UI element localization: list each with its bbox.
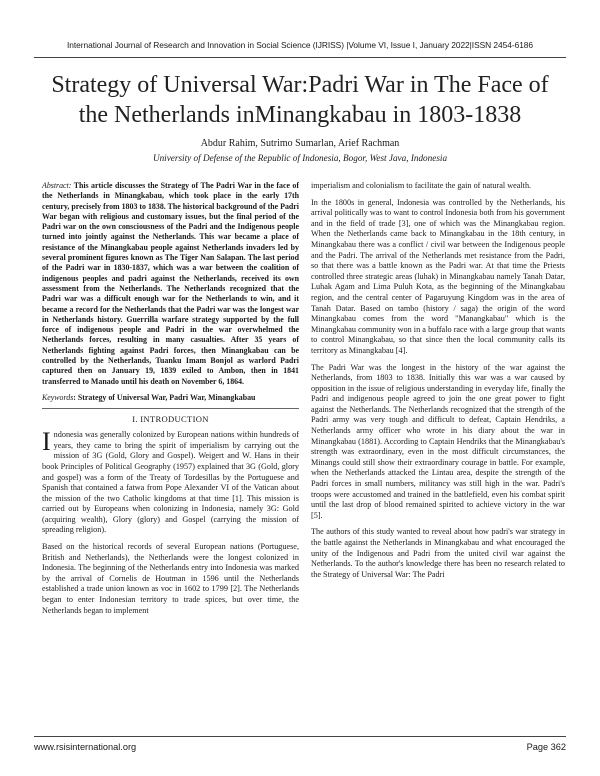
- intro-paragraph-2: Based on the historical records of several European nations (Portuguese, British and Netherlands), the Netherlands were the longest colonized in Indonesia. The beginning of the Netherlands entry into Indonesia was marked by the arrival of Cornelis de Houtman in 1596 until the Netherlands established a trade union known as voc in 1602 to 1799 [2]. The Netherlands began to enter Indonesian territory to trade spices, but over time, the Netherlands began to implement: [42, 542, 299, 615]
- abstract: [42, 181, 299, 387]
- section-heading-introduction: I. INTRODUCTION: [132, 413, 209, 424]
- intro-paragraph-1: [42, 427, 299, 536]
- footer-website: www.rsisinternational.org: [34, 742, 137, 752]
- right-column: [311, 181, 565, 586]
- journal-header: International Journal of Research and Innovation in Social Science (IJRISS) |Volume VI, Issue I, January 2022|ISSN 2454-6186: [66, 40, 534, 50]
- header-rule: [34, 57, 566, 58]
- body-paragraph-3: The Padri War was the longest in the history of the war against the Netherlands, from 1803 to 1838. Initially this war was a war caused by opposition in the issue of religious understanding in everyday life, finally the Padri and indigenous people agreed to join the one great power to fight against the Netherlands. The Netherlands recognized that the strength of the Padri army was very tough and difficult to defeat, Captain Hendriks, a Netherlands army officer who wrote in his diary about the war in Minangkabau (1881). According to Captain Hendriks that the Minangkabau's strength was extraordinary, even in the most difficult circumstances, the Minangs could still show their extraordinary courage in battle. For example, when the Netherlands attacked the Lintau area, despite the strength of the Padri forces in small numbers, militancy was still high in the war. Padri's troops were accustomed and trained in the battlefield, even his combat spirit until the last drop of blood remained spirited to achieve victory in the war [5].: [311, 362, 565, 520]
- abstract-label: Abstract:: [42, 181, 72, 190]
- body-paragraph-2: In the 1800s in general, Indonesia was controlled by the Netherlands, his arrival politically was to want to control Indonesia both from his government and in the field of trade [3], one of which was the Minangkabau region. When the Netherlands came back to Minangkabau in the 18th century, in Minangkabau there was a conflict / civil war between the Indigenous people and the Padri. The arrival of the Netherlands met resistance from the Padri, so that there was a battle known as the Padri war. At that time the Priests controlled three strategic areas (luhak) in Minangkabau namely Tanah Datar, Luhak Agam and Lima Puluh Kota, as the beginning of the Minangkabau region, and the central center of Pagaruyung Kingdom was in the area of Tanah Datar. Based on tambo (history / saga) the origin of the word Minangkabau comes from the word "Manangkabau" which is the Minangkabau community won in a buffalo race with a large group that wants to control Minangkabau, so that since then the local community calls its territory as Minangkabau [4].: [311, 197, 565, 355]
- keywords: [42, 393, 299, 409]
- paper-title: Strategy of Universal War:Padri War in The Face of the Netherlands inMinangkabau in 1803-1838: [51, 72, 549, 128]
- intro-paragraph-1-text: ndonesia was generally colonized by European nations within hundreds of years, they came to bring the spirit of imperialism by carrying out the mission of 3G (Gold, Glory and Gospel). Weigert and W. Hans in their book Principles of Political Geography (1957) explained that 3G (Gold, glory and gospel) was a form of the Treaty of Tordesillas by the Portuguese and Spanish that contained a fatwa from Pope Alexander VI of the Vatican about the mission of the two Catholic kingdoms at that time [1]. This mission is carried out by Europeans when colonizing in Indonesia, namely 3G: Gold (acquiring wealth), Glory (glory) and Gospel (carrying the mission of spreading religion).: [42, 430, 299, 535]
- paper-affiliation: University of Defense of the Republic of Indonesia, Bogor, West Java, Indonesia: [152, 153, 448, 163]
- footer-rule: [34, 736, 566, 737]
- body-paragraph-4: The authors of this study wanted to reveal about how padri's war strategy in the battle against the Netherlands in Minangkabau and what encouraged the unity of the Indigenous and Padri from the united civil war against the Netherlands. To the author's knowledge there has been no research related to the Strategy of Universal War: The Padri: [311, 527, 565, 579]
- paper-authors: Abdur Rahim, Sutrimo Sumarlan, Arief Rachman: [200, 138, 400, 149]
- keywords-label: Keywords: [42, 392, 74, 402]
- left-column: [42, 181, 299, 622]
- keywords-text: : Strategy of Universal War, Padri War, Minangkabau: [73, 392, 256, 402]
- footer-page-number: Page 362: [526, 742, 566, 752]
- drop-cap: I: [42, 427, 51, 457]
- body-paragraph-1: imperialism and colonialism to facilitate the gain of natural wealth.: [311, 181, 532, 190]
- abstract-text: This article discusses the Strategy of The Padri War in the face of the Netherlands in Minangkabau, which took place in the early 17th century, precisely from 1803 to 1838. The historical background of the Padri War began with religious and customary issues, but the final period of the Padri war on the own consciousness of the Padri and the Indigenous people turned into jointly against the Netherlands. This war became a place of resistance of the Minangkabau people against Netherlands invaders led by several prominent figures known as The Tiger Nan Salapan. The last period of the Padri war in 1830-1837, which was a war between the coalition of indigenous peoples and padri against the Netherlands, received its own assessment from the Netherlands. The Netherlands recognized that the Padri war was a difficult enough war for the Netherlands to win, and it became a record for the Netherlands that the Padri war was the longest war in Netherlands history. Guerrilla warfare strategy supported by the full force of indigenous people and Padri in the war overwhelmed the Netherlands forces, resulting in many casualties. After 35 years of Netherlands fighting against Padri forces, then Minangkabau can be controlled by the Netherlands, Tuanku Imam Bonjol as warlord Padri captured then on January 19, 1839 exiled to Ambon, then in 1841 transferred to Manado until his death on November 6, 1864.: [42, 181, 299, 386]
